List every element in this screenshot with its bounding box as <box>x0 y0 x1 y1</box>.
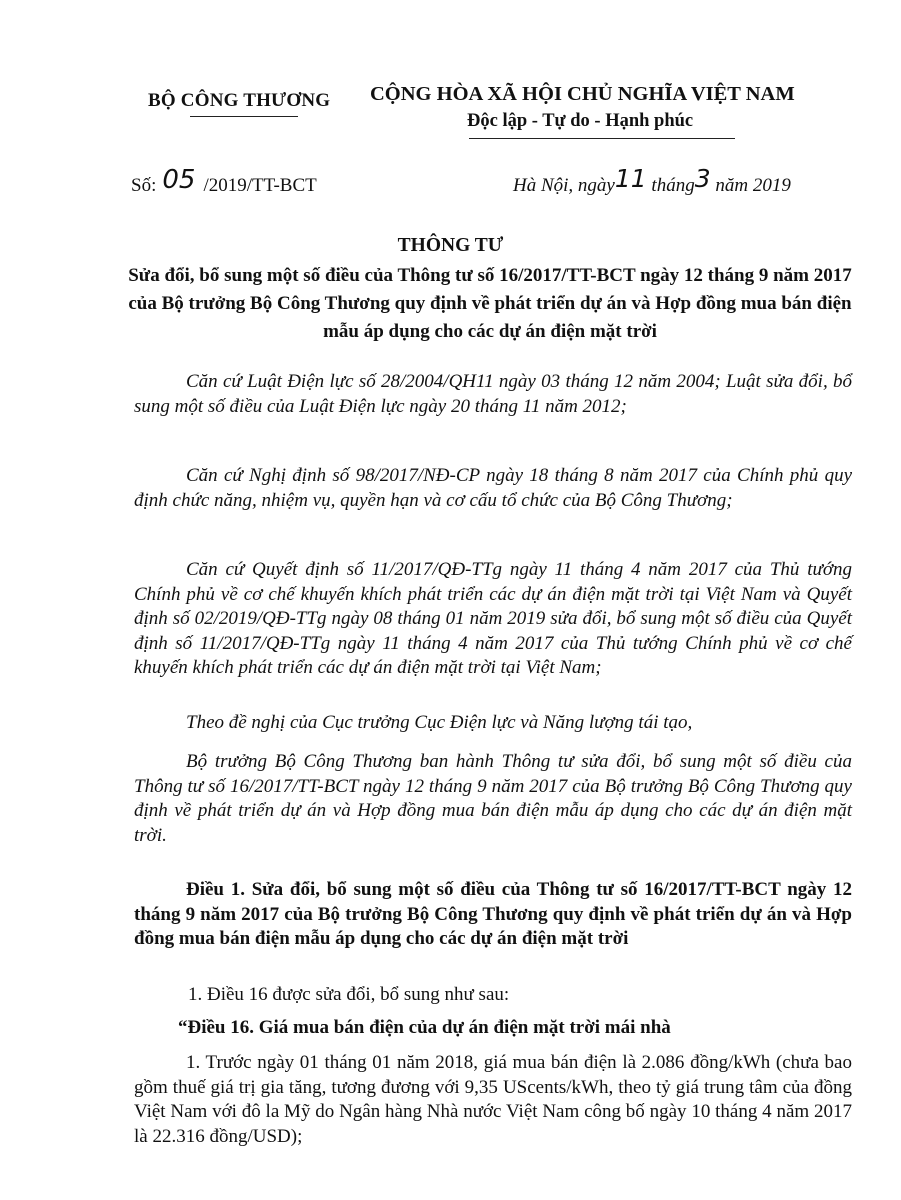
article-16-clause-1: 1. Trước ngày 01 tháng 01 năm 2018, giá mua bán điện là 2.086 đồng/kWh (chưa bao gồm thuế giá trị gia tăng, tương đương với 9,35 UScents/kWh, theo tỷ giá trung tâm của đồng Việt Nam với đô la Mỹ do Ngân hàng Nhà nước Việt Nam công bố ngày 10 tháng 4 năm 2017 là 22.316 đồng/USD); <box>134 1052 852 1147</box>
national-motto: Độc lập - Tự do - Hạnh phúc <box>467 111 694 131</box>
article-16-heading: “Điều 16. Giá mua bán điện của dự án điện mặt trời mái nhà <box>178 1017 671 1038</box>
preamble-basis-law: Căn cứ Luật Điện lực số 28/2004/QH11 ngày 03 tháng 12 năm 2004; Luật sửa đổi, bổ sung một số điều của Luật Điện lực ngày 20 tháng 11 năm 2012; <box>134 371 852 417</box>
document-type-title: THÔNG TƯ <box>397 235 504 256</box>
document-date <box>513 164 791 197</box>
issuing-agency: BỘ CÔNG THƯƠNG <box>148 90 331 111</box>
motto-underline <box>469 138 735 139</box>
number-prefix: Số: <box>131 175 157 196</box>
preamble-basis-decree: Căn cứ Nghị định số 98/2017/NĐ-CP ngày 18 tháng 8 năm 2017 của Chính phủ quy định chức năng, nhiệm vụ, quyền hạn và cơ cấu tổ chức của Bộ Công Thương; <box>134 465 852 511</box>
article-1-heading: Điều 1. Sửa đổi, bổ sung một số điều của Thông tư số 16/2017/TT-BCT ngày 12 tháng 9 năm 2017 của Bộ trưởng Bộ Công Thương quy định về phát triển dự án và Hợp đồng mua bán điện mẫu áp dụng cho các dự án điện mặt trời <box>134 879 852 949</box>
preamble-basis-decision: Căn cứ Quyết định số 11/2017/QĐ-TTg ngày 11 tháng 4 năm 2017 của Thủ tướng Chính phủ về cơ chế khuyến khích phát triển các dự án điện mặt trời tại Việt Nam và Quyết định số 02/2019/QĐ-TTg ngày 08 tháng 01 năm 2019 sửa đổi, bổ sung một số điều của Quyết định số 11/2017/QĐ-TTg ngày 11 tháng 4 năm 2017 của Thủ tướng Chính phủ về cơ chế khuyến khích phát triển các dự án điện mặt trời tại Việt Nam; <box>134 559 852 678</box>
item-1: 1. Điều 16 được sửa đổi, bổ sung như sau: <box>188 984 510 1005</box>
date-place: Hà Nội, ngày <box>513 175 615 196</box>
handwritten-day: 11 <box>614 164 647 193</box>
agency-underline <box>190 116 298 117</box>
number-suffix: /2019/TT-BCT <box>203 175 317 196</box>
document-subtitle: Sửa đổi, bổ sung một số điều của Thông tư số 16/2017/TT-BCT ngày 12 tháng 9 năm 2017 của Bộ trưởng Bộ Công Thương quy định về phát triển dự án và Hợp đồng mua bán điện mẫu áp dụng cho các dự án điện mặt trời <box>128 265 852 342</box>
preamble-issuance: Bộ trưởng Bộ Công Thương ban hành Thông tư sửa đổi, bổ sung một số điều của Thông tư số 16/2017/TT-BCT ngày 12 tháng 9 năm 2017 của Bộ trưởng Bộ Công Thương quy định về phát triển dự án và Hợp đồng mua bán điện mẫu áp dụng cho các dự án điện mặt trời. <box>134 751 852 846</box>
preamble-proposal: Theo đề nghị của Cục trưởng Cục Điện lực và Năng lượng tái tạo, <box>186 712 693 733</box>
document-number <box>131 165 317 198</box>
national-title: CỘNG HÒA XÃ HỘI CHỦ NGHĨA VIỆT NAM <box>370 83 795 105</box>
handwritten-number: 05 <box>162 165 196 195</box>
date-year: năm 2019 <box>715 175 791 196</box>
date-month-label: tháng <box>651 175 695 196</box>
handwritten-month: 3 <box>694 164 711 193</box>
